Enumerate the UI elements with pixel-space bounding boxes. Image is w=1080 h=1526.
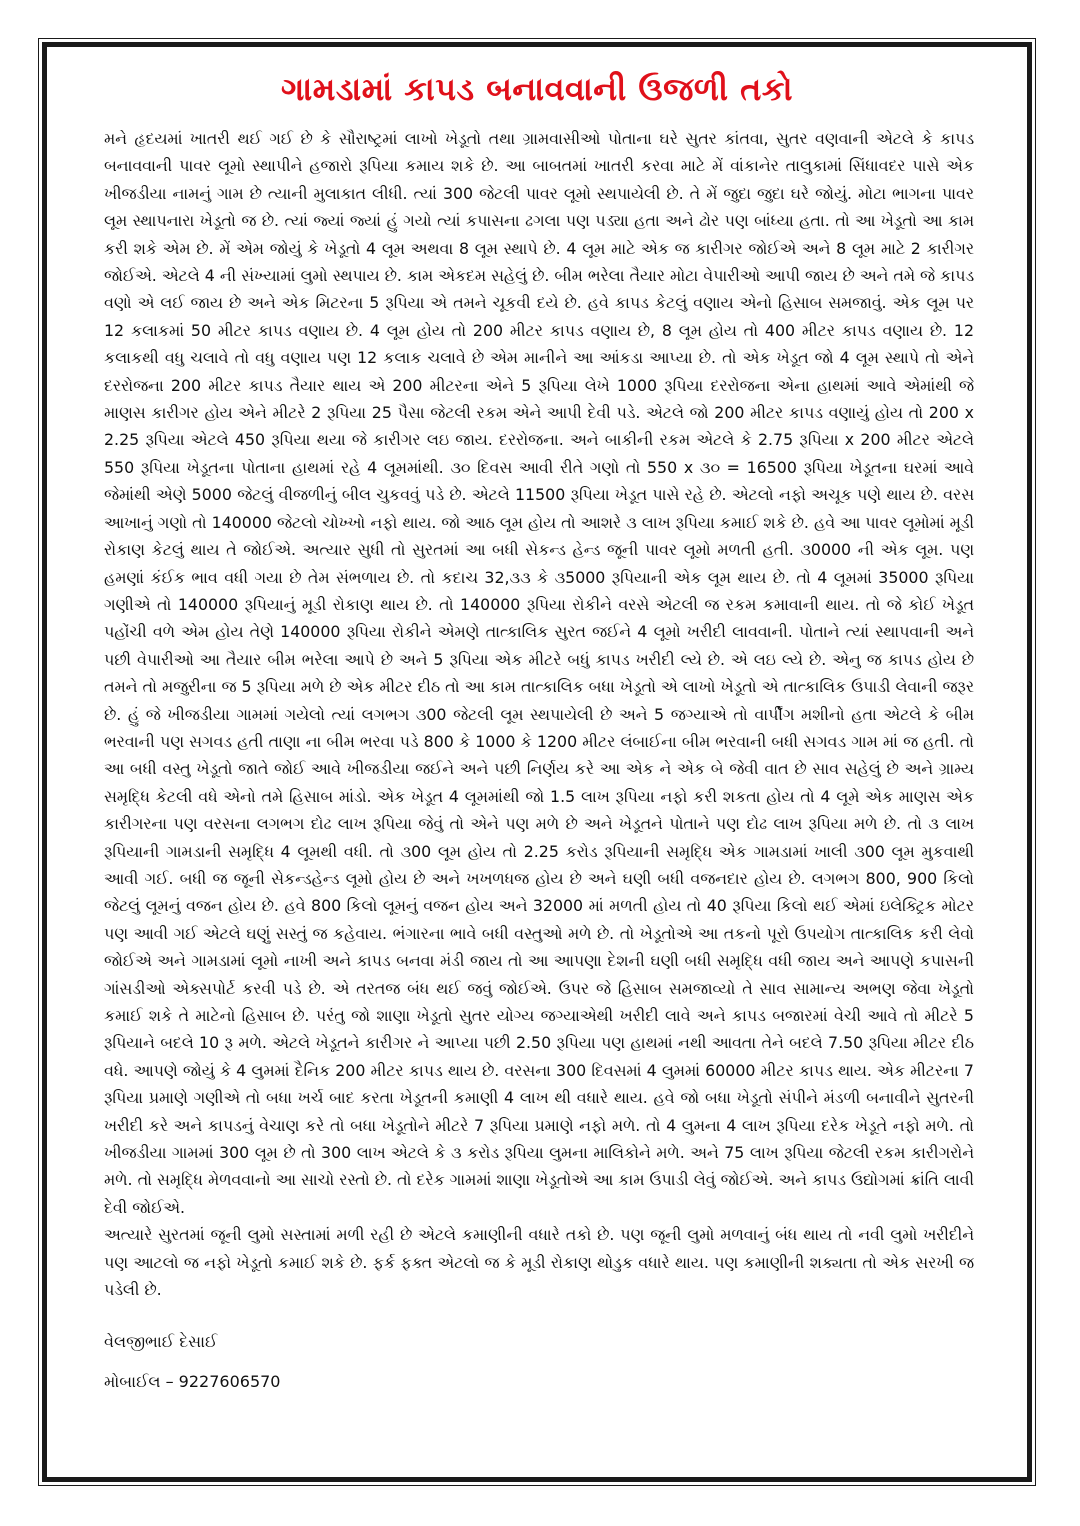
page-title: ગામડામાં કાપડ બનાવવાની ઉજળી તકો	[281, 70, 793, 108]
author-name: વેલજીભાઈ દેસાઈ	[104, 1332, 218, 1351]
author-mobile: મોબાઈલ – 9227606570	[104, 1372, 281, 1391]
article-paragraph-1: મને હૃદયમાં ખાતરી થઈ ગઈ છે કે સૌરાષ્ટ્રમાં લાખો ખેડૂતો તથા ગ્રામવાસીઓ પોતાના ઘરે સુતર કાંતવા, સુતર વણવાની એટલે કે કાપડ બનાવવાની પાવર લૂમો સ્થાપીને હજારો રૂપિયા કમાય શકે છે. આ બાબતમાં ખાતરી કરવા માટે મેં વાંકાનેર તાલુકામાં સિંધાવદર પાસે એક ખીજડીયા નામનું ગામ છે ત્યાની મુલાકાત લીધી. ત્યાં 300 જેટલી પાવર લૂમો સ્થપાયેલી છે. તે મેં જુદા જુદા ઘરે જોયું. મોટા ભાગના પાવર લૂમ સ્થાપનારા ખેડૂતો જ છે. ત્યાં જ્યાં જ્યાં હું ગયો ત્યાં કપાસના ઢગલા પણ પડ્યા હતા અને ઢોર પણ બાંધ્યા હતા. તો આ ખેડૂતો આ કામ કરી શકે એમ છે. મેં એમ જોયું કે ખેડૂતો 4 લૂમ અથવા 8 લૂમ સ્થાપે છે. 4 લૂમ માટે એક જ કારીગર જોઈએ અને 8 લૂમ માટે 2 કારીગર જોઈએ. એટલે 4 ની સંખ્યામાં લુમો સ્થપાય છે. કામ એકદમ સહેલું છે. બીમ ભરેલા તૈયાર મોટા વેપારીઓ આપી જાય છે અને તમે જે કાપડ વણો એ લઈ જાય છે અને એક મિટરના 5 રૂપિયા એ તમને ચૂકવી દયે છે. હવે કાપડ કેટલું વણાય એનો હિસાબ સમજાવું. એક લૂમ પર 12 કલાકમાં 50 મીટર કાપડ વણાય છે. 4 લૂમ હોય તો 200 મીટર કાપડ વણાય છે, 8 લૂમ હોય તો 400 મીટર કાપડ વણાય છે. 12 કલાકથી વધુ ચલાવે તો વધુ વણાય પણ 12 કલાક ચલાવે છે એમ માનીને આ આંકડા આપ્યા છે. તો એક ખેડૂત જો 4 લૂમ સ્થાપે તો એને દરરોજના 200 મીટર કાપડ તૈયાર થાય એ 200 મીટરના એને 5 રૂપિયા લેખે 1000 રૂપિયા દરરોજના એના હાથમાં આવે એમાંથી જે માણસ કારીગર હોય એને મીટરે 2 રૂપિયા 25 પૈસા જેટલી રકમ એને આપી દેવી પડે. એટલે જો 200 મીટર કાપડ વણાયું હોય તો 200 x 2.25 રૂપિયા એટલે 450 રૂપિયા થયા જે કારીગર લઇ જાય. દરરોજના. અને બાકીની રકમ એટલે કે 2.75 રૂપિયા x 200 મીટર એટલે 550 રૂપિયા ખેડૂતના પોતાના હાથમાં રહે 4 લૂમમાંથી. ૩૦ દિવસ આવી રીતે ગણો તો 550 x ૩૦ = 16500 રૂપિયા ખેડૂતના ઘરમાં આવે જેમાંથી એણે 5000 જેટલું વીજળીનું બીલ ચુકવવું પડે છે. એટલે 11500 રૂપિયા ખેડૂત પાસે રહે છે. એટલો નફો અચૂક પણે થાય છે. વરસ આખાનું ગણો તો 140000 જેટલો ચોખ્ખો નફો થાય. જો આઠ લૂમ હોય તો આશરે ૩ લાખ રૂપિયા કમાઈ શકે છે. હવે આ પાવર લૂમોમાં મૂડી રોકાણ કેટલું થાય તે જોઈએ. અત્યાર સુધી તો સુરતમાં આ બધી સેકન્ડ હેન્ડ જૂની પાવર લૂમો મળતી હતી. ૩0000 ની એક લૂમ. પણ હમણાં કંઈક ભાવ વધી ગયા છે તેમ સંભળાય છે. તો કદાચ 32,૩૩ કે ૩5000 રૂપિયાની એક લૂમ થાય છે. તો 4 લૂમમાં 35000 રૂપિયા ગણીએ તો 140000 રૂપિયાનું મૂડી રોકાણ થાય છે. તો 140000 રૂપિયા રોકીને વરસે એટલી જ રકમ કમાવાની થાય. તો જે કોઈ ખેડૂત પહોંચી વળે એમ હોય તેણે 140000 રૂપિયા રોકીને એમણે તાત્કાલિક સુરત જઈને 4 લૂમો ખરીદી લાવવાની. પોતાને ત્યાં સ્થાપવાની અને પછી વેપારીઓ આ તૈયાર બીમ ભરેલા આપે છે અને 5 રૂપિયા એક મીટરે બધું કાપડ ખરીદી લ્યે છે. એ લઇ લ્યે છે. એનુ જ કાપડ હોય છે તમને તો મજુરીના જ 5 રૂપિયા મળે છે એક મીટર દીઠ તો આ કામ તાત્કાલિક બધા ખેડૂતો એ લાખો ખેડૂતો એ તાત્કાલિક ઉપાડી લેવાની જરૂર છે. હું જે ખીજડીયા ગામમાં ગયેલો ત્યાં લગભગ ૩00 જેટલી લૂમ સ્થપાયેલી છે અને 5 જગ્યાએ તો વાર્પીંગ મશીનો હતા એટલે કે બીમ ભરવાની પણ સગવડ હતી તાણા ના બીમ ભરવા પડે 800 કે 1000 કે 1200 મીટર લંબાઈના બીમ ભરવાની બધી સગવડ ગામ માં જ હતી. તો આ બધી વસ્તુ ખેડૂતો જાતે જોઈ આવે ખીજડીયા જઈને અને પછી નિર્ણય કરે આ એક ને એક બે જેવી વાત છે સાવ સહેલું છે અને ગ્રામ્ય સમૃદ્ધિ કેટલી વધે એનો તમે હિસાબ માંડો. એક ખેડૂત 4 લૂમમાંથી જો 1.5 લાખ રૂપિયા નફો કરી શકતા હોય તો 4 લૂમે એક માણસ એક કારીગરના પણ વરસના લગભગ દોઢ લાખ રૂપિયા જેવું તો એને પણ મળે છે અને ખેડૂતને પોતાને પણ દોઢ લાખ રૂપિયા મળે છે. તો ૩ લાખ રૂપિયાની ગામડાની સમૃદ્ધિ 4 લૂમથી વધી. તો ૩00 લૂમ હોય તો 2.25 કરોડ રૂપિયાની સમૃદ્ધિ એક ગામડામાં ખાલી ૩00 લૂમ મુકવાથી આવી ગઈ. બધી જ જૂની સેકન્ડહેન્ડ લૂમો હોય છે અને ખખળધજ હોય છે અને ઘણી બધી વજનદાર હોય છે. લગભગ 800, 900 કિલો જેટલું લૂમનું વજન હોય છે. હવે 800 કિલો લૂમનું વજન હોય અને 32000 માં મળતી હોય તો 40 રૂપિયા કિલો થઈ એમાં ઇલેક્ટ્રિક મોટર પણ આવી ગઈ એટલે ઘણું સસ્તું જ કહેવાય. ભંગારના ભાવે બધી વસ્તુઓ મળે છે. તો ખેડૂતોએ આ તકનો પૂરો ઉપયોગ તાત્કાલિક કરી લેવો જોઈએ અને ગામડામાં લૂમો નાખી અને કાપડ બનવા મંડી જાય તો આ આપણા દેશની ઘણી બધી સમૃદ્ધિ વધી જાય અને આપણે કપાસની ગાંસડીઓ એક્સપોર્ટ કરવી પડે છે. એ તરતજ બંધ થઈ જવું જોઈએ. ઉપર જે હિસાબ સમજાવ્યો તે સાવ સામાન્ય અભણ જેવા ખેડૂતો કમાઈ શકે તે માટેનો હિસાબ છે. પરંતુ જો શાણા ખેડૂતો સુતર યોગ્ય જગ્યાએથી ખરીદી લાવે અને કાપડ બજારમાં વેચી આવે તો મીટરે 5 રૂપિયાને બદલે 10 રૂ મળે. એટલે ખેડૂતને કારીગર ને આપ્યા પછી 2.50 રૂપિયા પણ હાથમાં નથી આવતા તેને બદલે 7.50 રૂપિયા મીટર દીઠ વધે. આપણે જોયું કે 4 લુમમાં દૈનિક 200 મીટર કાપડ થાય છે. વરસના 300 દિવસમાં 4 લુમમાં 60000 મીટર કાપડ થાય. એક મીટરના 7 રૂપિયા પ્રમાણે ગણીએ તો બધા ખર્ચ બાદ કરતા ખેડૂતની કમાણી 4 લાખ થી વધારે થાય. હવે જો બધા ખેડૂતો સંપીને મંડળી બનાવીને સુતરની ખરીદી કરે અને કાપડનું વેચાણ કરે તો બધા ખેડૂતોને મીટરે 7 રૂપિયા પ્રમાણે નફો મળે. તો 4 લુમના 4 લાખ રૂપિયા દરેક ખેડૂતે નફો મળે. તો ખીજડીયા ગામમાં 300 લૂમ છે તો 300 લાખ એટલે કે ૩ કરોડ રૂપિયા લુમના માલિકોને મળે. અને 75 લાખ રૂપિયા જેટલી રકમ કારીગરોને મળે. તો સમૃદ્ધિ મેળવવાનો આ સાચો રસ્તો છે. તો દરેક ગામમાં શાણા ખેડૂતોએ આ કામ ઉપાડી લેવું જોઈએ. અને કાપડ ઉદ્યોગમાં ક્રાંતિ લાવી દેવી જોઈએ.	[104, 129, 974, 1217]
article-body	[104, 125, 974, 1303]
article-paragraph-2: અત્યારે સુરતમાં જૂની લુમો સસ્તામાં મળી રહી છે એટલે કમાણીની વધારે તકો છે. પણ જૂની લુમો મળવાનું બંધ થાય તો નવી લુમો ખરીદીને પણ આટલો જ નફો ખેડૂતો કમાઈ શકે છે. ફર્ક ફક્ત એટલો જ કે મૂડી રોકાણ થોડુક વધારે થાય. પણ કમાણીની શક્યતા તો એક સરખી જ પડેલી છે.	[104, 1225, 974, 1300]
page-border	[42, 42, 1032, 1482]
